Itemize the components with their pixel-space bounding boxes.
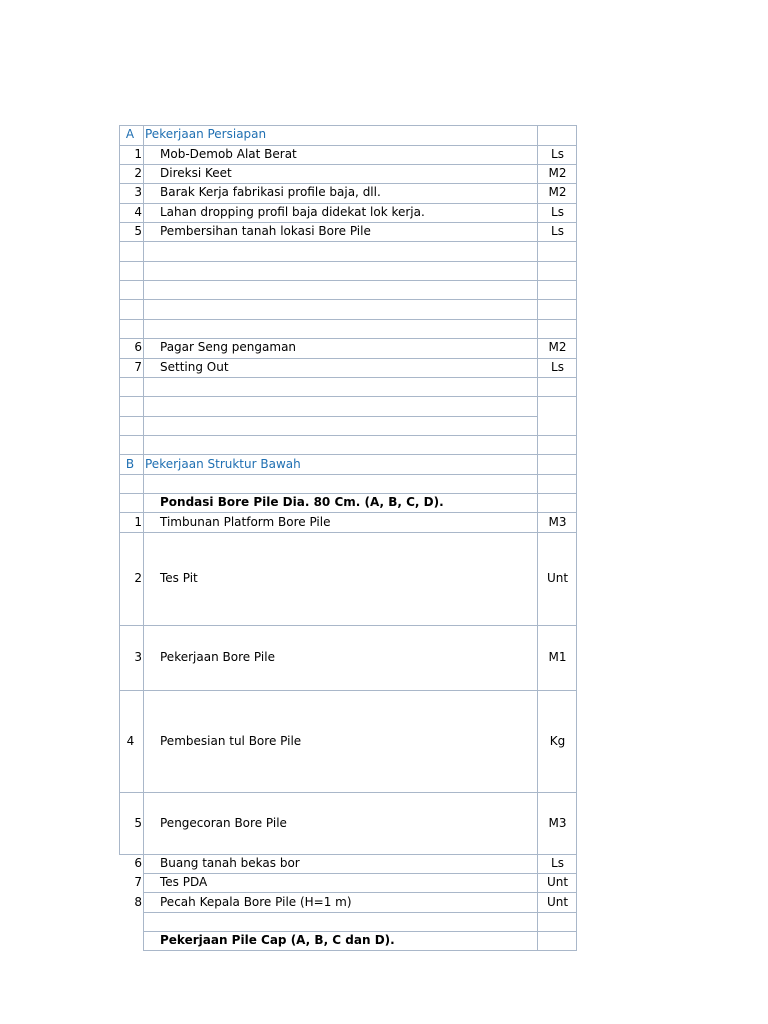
row-description: Pembersihan tanah lokasi Bore Pile [160, 224, 371, 238]
section-a-title: Pekerjaan Persiapan [145, 127, 267, 141]
row-unit: M2 [548, 166, 567, 180]
row-description: Tes Pit [160, 571, 198, 585]
row-description: Pengecoran Bore Pile [160, 816, 287, 830]
row-unit: M3 [548, 515, 567, 529]
row-number: 3 [134, 185, 142, 199]
row-description: Pekerjaan Bore Pile [160, 650, 275, 664]
row-description: Direksi Keet [160, 166, 232, 180]
row-unit: M3 [548, 816, 567, 830]
row-number: 7 [134, 360, 142, 374]
row-description: Buang tanah bekas bor [160, 856, 300, 870]
row-description: Timbunan Platform Bore Pile [160, 515, 331, 529]
row-description: Mob-Demob Alat Berat [160, 147, 297, 161]
row-description: Lahan dropping profil baja didekat lok kerja. [160, 205, 425, 219]
row-unit: Ls [551, 147, 564, 161]
row-unit: Ls [551, 856, 564, 870]
row-unit: Ls [551, 360, 564, 374]
row-unit: Unt [546, 875, 569, 889]
row-number: 1 [134, 515, 142, 529]
row-description: Pagar Seng pengaman [160, 340, 297, 354]
row-unit: Ls [551, 224, 564, 238]
row-description: Setting Out [160, 360, 229, 374]
row-description: Tes PDA [160, 875, 208, 889]
row-number: 3 [134, 650, 142, 664]
subheading-pile-cap: Pekerjaan Pile Cap (A, B, C dan D). [160, 933, 395, 947]
row-number: 7 [134, 875, 142, 889]
section-b-letter: B [125, 457, 135, 471]
row-unit: Unt [546, 895, 569, 909]
row-number: 2 [134, 166, 142, 180]
row-number: 1 [134, 147, 142, 161]
row-description: Pembesian tul Bore Pile [160, 734, 302, 748]
row-number: 6 [134, 340, 142, 354]
row-number: 4 [126, 734, 135, 748]
row-unit: M2 [548, 340, 567, 354]
row-number: 4 [134, 205, 142, 219]
row-unit: Ls [551, 205, 564, 219]
row-description: Barak Kerja fabrikasi profile baja, dll. [160, 185, 381, 199]
subheading-bore-pile: Pondasi Bore Pile Dia. 80 Cm. (A, B, C, D). [160, 495, 444, 509]
row-unit: Unt [546, 571, 569, 585]
section-b-title: Pekerjaan Struktur Bawah [145, 457, 301, 471]
row-number: 5 [134, 816, 142, 830]
row-unit: M1 [548, 650, 567, 664]
row-unit: Kg [549, 734, 566, 748]
row-description: Pecah Kepala Bore Pile (H=1 m) [160, 895, 352, 909]
row-unit: M2 [548, 185, 567, 199]
row-number: 8 [134, 895, 142, 909]
section-a-letter: A [125, 127, 135, 141]
row-number: 2 [134, 571, 142, 585]
row-number: 6 [134, 856, 142, 870]
row-number: 5 [134, 224, 142, 238]
